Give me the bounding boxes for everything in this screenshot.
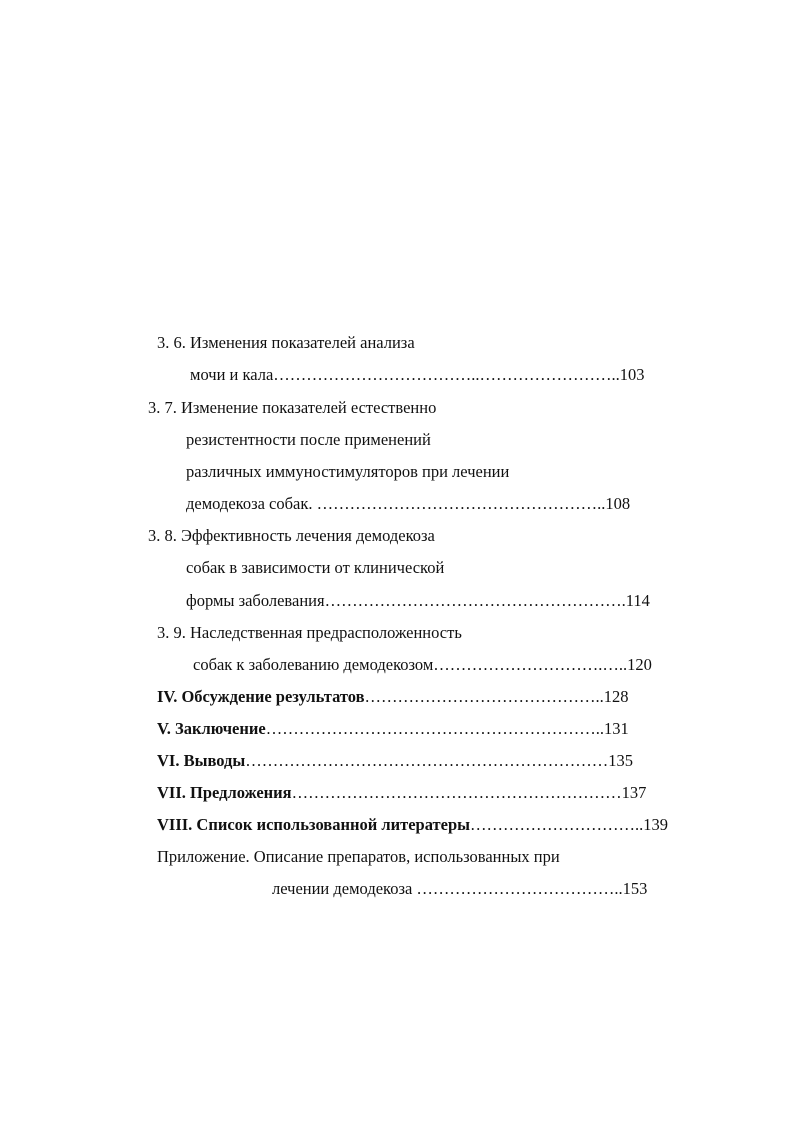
toc-text: демодекоза собак. ……………………………………………..108 bbox=[186, 494, 631, 513]
toc-line-3-6-title bbox=[157, 333, 415, 353]
toc-line-3-9-title bbox=[157, 623, 462, 643]
toc-text: 3. 6. Изменения показателей анализа bbox=[157, 333, 415, 352]
toc-text: лечении демодекоза ………………………………..153 bbox=[272, 879, 648, 898]
toc-line-3-8-title bbox=[148, 526, 435, 546]
toc-line-3-7-title bbox=[148, 398, 436, 418]
toc-leader: ……………………………………………………137 bbox=[291, 783, 647, 802]
toc-leader: …………………………..139 bbox=[470, 815, 669, 834]
toc-text: различных иммуностимуляторов при лечении bbox=[186, 462, 510, 481]
toc-line-chapter-4 bbox=[157, 687, 629, 707]
toc-line-chapter-6 bbox=[157, 751, 633, 771]
toc-line-chapter-5 bbox=[157, 719, 629, 739]
toc-chapter-title: IV. Обсуждение результатов bbox=[157, 687, 365, 706]
toc-text: резистентности после применений bbox=[186, 430, 431, 449]
toc-text: 3. 8. Эффективность лечения демодекоза bbox=[148, 526, 435, 545]
toc-chapter-title: VII. Предложения bbox=[157, 783, 292, 802]
toc-chapter-title: V. Заключение bbox=[157, 719, 266, 738]
toc-text: формы заболевания……………………………………………….114 bbox=[186, 591, 650, 610]
toc-line-appendix-cont bbox=[272, 879, 647, 899]
toc-text: Приложение. Описание препаратов, использованных при bbox=[157, 847, 560, 866]
toc-line-3-7-cont2 bbox=[186, 462, 509, 482]
toc-chapter-title: VIII. Список использованной литератеры bbox=[157, 815, 471, 834]
toc-text: 3. 7. Изменение показателей естественно bbox=[148, 398, 437, 417]
toc-text: собак к заболеванию демодекозом………………………….…..120 bbox=[193, 655, 652, 674]
toc-line-3-7-cont1 bbox=[186, 430, 431, 450]
toc-chapter-title: VI. Выводы bbox=[157, 751, 246, 770]
toc-line-chapter-8 bbox=[157, 815, 668, 835]
toc-text: 3. 9. Наследственная предрасположенность bbox=[157, 623, 462, 642]
toc-leader: …………………………………………………………135 bbox=[245, 751, 634, 770]
toc-text: собак в зависимости от клинической bbox=[186, 558, 445, 577]
toc-line-3-6-cont bbox=[190, 365, 645, 385]
toc-text: мочи и кала………………………………..……………………..103 bbox=[190, 365, 645, 384]
toc-line-3-8-cont1 bbox=[186, 558, 444, 578]
toc-leader: ……………………………………………………..131 bbox=[265, 719, 629, 738]
toc-line-appendix-title bbox=[157, 847, 560, 867]
toc-line-chapter-7 bbox=[157, 783, 646, 803]
toc-line-3-9-cont bbox=[193, 655, 652, 675]
toc-line-3-8-cont2 bbox=[186, 591, 650, 611]
toc-line-3-7-cont3 bbox=[186, 494, 630, 514]
toc-leader: ……………………………………..128 bbox=[364, 687, 629, 706]
